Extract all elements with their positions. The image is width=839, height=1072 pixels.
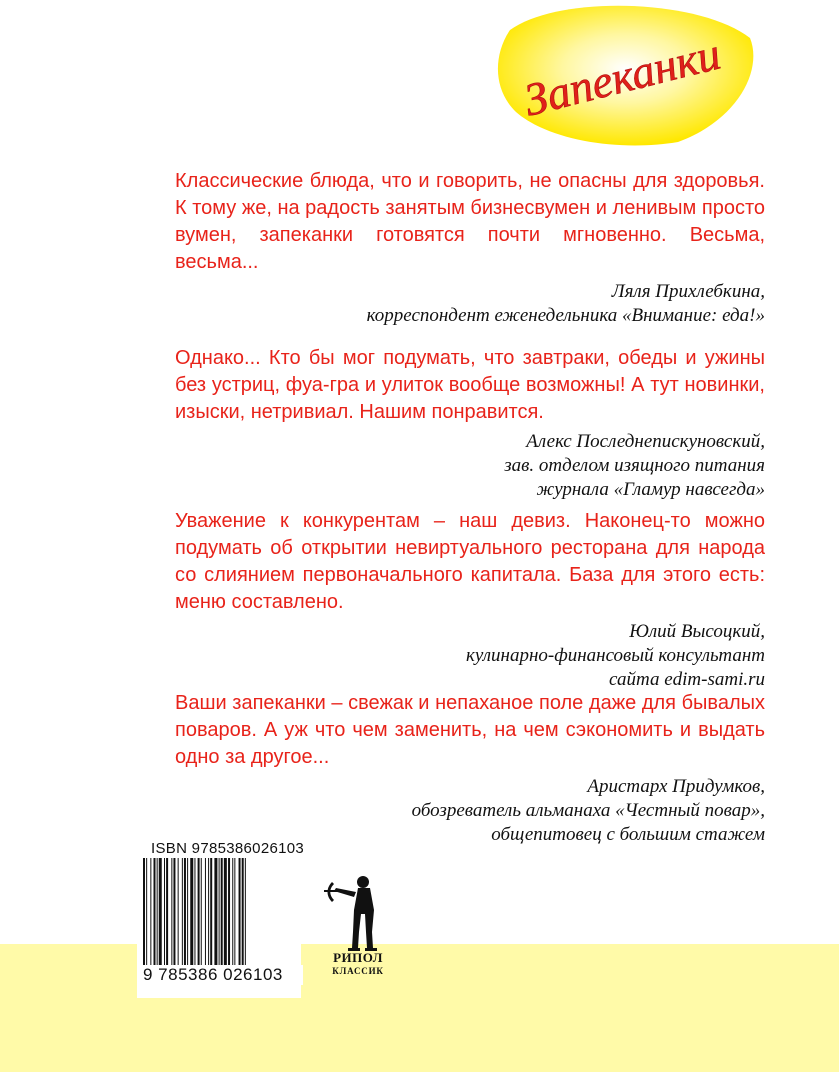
review-quote-1: [175, 168, 765, 328]
quote-role: кулинарно-финансовый консультант: [465, 645, 765, 666]
quote-text: Ваши запеканки – свежак и непаханое поле даже для бывалых поваров. А уж что чем заменить, на чем сэкономить и выдать одно за другое...: [175, 692, 765, 768]
series-logo: [488, 0, 758, 150]
barcode-bar: [219, 858, 220, 966]
archer-icon: [324, 876, 377, 951]
barcode-bar: [171, 858, 172, 966]
barcode-bar: [184, 858, 186, 966]
review-quote-4: [175, 690, 765, 847]
quote-attribution: [175, 430, 765, 502]
barcode-bar: [210, 858, 212, 966]
barcode-bar: [154, 858, 156, 966]
barcode-bar: [166, 858, 168, 966]
bottom-color-band: [0, 944, 839, 1072]
review-quote-3: [175, 508, 765, 692]
quote-role: обозреватель альманаха «Честный повар»,: [411, 800, 765, 821]
barcode-bar: [157, 858, 158, 966]
quote-author: Аристарх Придумков,: [587, 776, 765, 797]
quote-attribution: [175, 775, 765, 847]
barcode-bar: [239, 858, 241, 966]
publisher-name: РИПОЛ: [333, 950, 383, 965]
barcode-bar: [245, 858, 246, 966]
barcode-bar: [221, 858, 223, 966]
barcode-bar: [194, 858, 195, 966]
barcode-bar: [242, 858, 244, 966]
barcode-bar: [205, 858, 206, 966]
quote-author: Алекс Последнепискуновский,: [526, 431, 765, 452]
barcode-bar: [164, 858, 165, 966]
barcode-bar: [234, 858, 235, 966]
quote-role: сайта edim-sami.ru: [609, 669, 765, 690]
barcode-bars: [137, 858, 301, 966]
barcode-bar: [187, 858, 188, 966]
barcode-bar: [208, 858, 209, 966]
barcode-bar: [201, 858, 202, 966]
barcode-bar: [224, 858, 227, 966]
quote-text: Классические блюда, что и говорить, не опасны для здоровья. К тому же, на радость занятым бизнесвумен и ленивым просто вумен, запеканки готовятся почти мгновенно. Весьма, весьма...: [175, 170, 765, 273]
quote-author: Ляля Прихлебкина,: [611, 281, 765, 302]
review-quote-2: [175, 345, 765, 502]
barcode-bar: [143, 858, 145, 966]
isbn-label: ISBN 9785386026103: [151, 840, 305, 857]
barcode-bar: [178, 858, 179, 966]
barcode-bar: [214, 858, 217, 966]
barcode-bar: [182, 858, 183, 966]
barcode-digits: 9 785386 026103: [143, 965, 303, 985]
quote-attribution: [175, 280, 765, 328]
quote-role: зав. отделом изящного питания: [504, 455, 765, 476]
barcode-bar: [146, 858, 147, 966]
quote-role: корреспондент еженедельника «Внимание: еда!»: [366, 305, 765, 326]
barcode-bar: [190, 858, 193, 966]
quote-role: общепитовец с большим стажем: [491, 824, 765, 845]
quote-text: Однако... Кто бы мог подумать, что завтраки, обеды и ужины без устриц, фуа-гра и улиток вообще возможны! А тут новинки, изыски, нетривиал. Нашим понравится.: [175, 347, 765, 423]
barcode-bar: [150, 858, 151, 966]
barcode-bar: [232, 858, 233, 966]
logo-text: Запеканки: [519, 27, 726, 126]
barcode-bar: [173, 858, 175, 966]
barcode-bar: [159, 858, 162, 966]
publisher-subname: КЛАССИК: [332, 966, 384, 976]
barcode-bar: [228, 858, 230, 966]
quote-role: журнала «Гламур навсегда»: [536, 479, 765, 500]
quote-attribution: [175, 620, 765, 692]
quote-author: Юлий Высоцкий,: [629, 621, 765, 642]
quote-text: Уважение к конкурентам – наш девиз. Наконец-то можно подумать об открытии невиртуального ресторана для народа со слиянием первоначального капитала. База для этого есть: меню составлено.: [175, 510, 765, 613]
barcode-bar: [198, 858, 200, 966]
